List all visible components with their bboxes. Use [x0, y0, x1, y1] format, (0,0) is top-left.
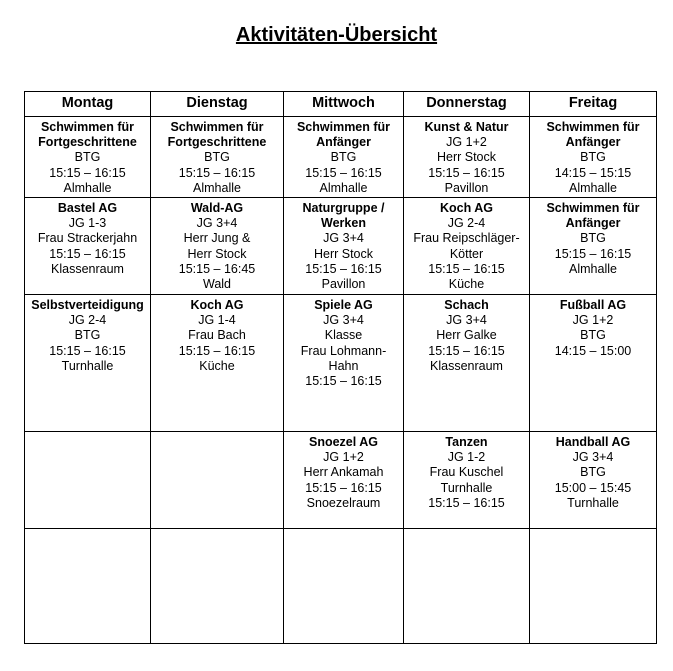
activity-title: Schwimmen für Anfänger	[546, 201, 640, 231]
activity-detail: Almhalle	[569, 261, 617, 276]
empty-cell	[25, 529, 151, 644]
day-header-donnerstag: Donnerstag	[404, 92, 530, 117]
day-header-montag: Montag	[25, 92, 151, 117]
activity-title: Schach	[444, 298, 489, 312]
activity-detail: Herr Jung &	[183, 231, 251, 246]
activity-detail: Kötter	[449, 246, 484, 261]
activity-cell	[530, 432, 657, 529]
schedule-row	[25, 198, 657, 295]
activity-detail: JG 1+2	[323, 450, 364, 465]
activity-detail: Küche	[199, 358, 235, 373]
activity-detail: 15:15 – 16:15	[178, 165, 256, 180]
activity-title: Naturgruppe / Werken	[302, 201, 385, 231]
activity-detail: Pavillon	[321, 277, 366, 292]
activity-detail: Klasse	[324, 328, 363, 343]
activity-cell	[404, 295, 530, 432]
activity-detail: BTG	[330, 150, 357, 165]
activity-detail: Pavillon	[444, 180, 489, 195]
activity-detail: Snoezelraum	[306, 495, 381, 510]
activity-detail: Klassenraum	[430, 358, 503, 373]
empty-cell	[25, 432, 151, 529]
schedule-table	[24, 91, 657, 644]
activity-detail: 15:15 – 16:15	[428, 343, 505, 358]
activity-detail: Küche	[448, 277, 485, 292]
activity-detail: 15:15 – 16:15	[49, 343, 126, 358]
activity-title: Spiele AG	[314, 298, 373, 312]
activity-detail: 15:15 – 16:15	[428, 495, 505, 510]
activity-detail: JG 1-3	[68, 216, 107, 231]
activity-cell	[530, 198, 657, 295]
activity-cell	[284, 117, 404, 198]
activity-detail: Turnhalle	[61, 358, 114, 373]
activity-cell	[284, 432, 404, 529]
activity-detail: 15:15 – 16:15	[428, 165, 505, 180]
activity-detail: BTG	[580, 328, 606, 343]
activity-detail: Frau Reipschläger-	[413, 231, 520, 246]
activity-title: Koch AG	[439, 201, 493, 215]
activity-cell	[284, 295, 404, 432]
page-title: Aktivitäten-Übersicht	[235, 24, 438, 46]
activity-title: Snoezel AG	[309, 435, 378, 449]
activity-title: Schwimmen für Fortgeschrittene	[167, 120, 267, 150]
activity-title: Wald-AG	[190, 201, 244, 215]
activity-cell	[284, 198, 404, 295]
activity-detail: BTG	[580, 231, 606, 246]
activity-detail: Herr Ankamah	[303, 465, 384, 480]
activity-detail: Frau Strackerjahn	[37, 231, 138, 246]
activity-cell	[25, 295, 151, 432]
activity-detail: 15:15 – 16:15	[305, 374, 382, 389]
activity-detail: JG 3+4	[323, 231, 364, 246]
activity-cell	[25, 117, 151, 198]
activity-title: Tanzen	[445, 435, 488, 449]
activity-detail: JG 1+2	[572, 313, 614, 328]
activity-title: Selbstverteidigung	[31, 298, 144, 312]
activity-title: Kunst & Natur	[424, 120, 509, 134]
activity-cell	[404, 198, 530, 295]
activity-detail: 14:15 – 15:15	[554, 165, 632, 180]
schedule-row	[25, 432, 657, 529]
activity-cell	[151, 117, 284, 198]
activity-detail: Almhalle	[569, 180, 617, 195]
header-row	[25, 92, 657, 117]
day-header-mittwoch: Mittwoch	[284, 92, 404, 117]
activity-detail: BTG	[74, 150, 101, 165]
activity-detail: BTG	[74, 328, 101, 343]
activity-detail: JG 3+4	[446, 313, 487, 328]
activity-detail: Hahn	[328, 358, 359, 373]
activity-title: Koch AG	[190, 298, 244, 312]
empty-cell	[530, 529, 657, 644]
activity-detail: Herr Galke	[436, 328, 497, 343]
activity-detail: Almhalle	[319, 180, 368, 195]
activity-detail: Herr Stock	[187, 246, 247, 261]
activity-detail: JG 1-4	[198, 313, 236, 328]
activity-detail: Klassenraum	[51, 261, 124, 276]
day-header-freitag: Freitag	[530, 92, 657, 117]
activity-detail: BTG	[580, 465, 606, 480]
activity-detail: JG 3+4	[572, 450, 614, 465]
schedule-row	[25, 529, 657, 644]
activity-detail: BTG	[204, 150, 230, 165]
activity-detail: 15:15 – 16:15	[178, 343, 256, 358]
activity-detail: JG 3+4	[323, 313, 364, 328]
activity-detail: 15:15 – 16:15	[49, 165, 126, 180]
activity-title: Handball AG	[555, 435, 631, 449]
activity-cell	[151, 295, 284, 432]
activity-detail: Wald	[202, 277, 231, 292]
activity-detail: 14:15 – 15:00	[554, 343, 632, 358]
activity-detail: Turnhalle	[440, 480, 493, 495]
activity-detail: Frau Kuschel	[429, 465, 504, 480]
activity-detail: JG 1-2	[447, 450, 486, 465]
activity-detail: Frau Bach	[188, 328, 246, 343]
activity-detail: JG 2-4	[68, 313, 107, 328]
activity-detail: JG 3+4	[196, 216, 238, 231]
empty-cell	[151, 529, 284, 644]
activity-cell	[25, 198, 151, 295]
activity-detail: JG 2-4	[447, 216, 486, 231]
activity-detail: Almhalle	[63, 180, 112, 195]
activity-cell	[530, 295, 657, 432]
activity-detail: 15:15 – 16:15	[305, 165, 382, 180]
activity-detail: 15:15 – 16:15	[49, 246, 126, 261]
activity-detail: Frau Lohmann-	[300, 343, 387, 358]
day-header-dienstag: Dienstag	[151, 92, 284, 117]
activity-detail: Herr Stock	[313, 246, 374, 261]
activity-detail: 15:15 – 16:45	[178, 261, 256, 276]
activity-detail: 15:15 – 16:15	[305, 261, 382, 276]
activity-detail: Almhalle	[193, 180, 241, 195]
schedule-row	[25, 117, 657, 198]
activity-title: Schwimmen für Anfänger	[546, 120, 640, 150]
activity-cell	[404, 117, 530, 198]
activity-detail: Herr Stock	[436, 150, 497, 165]
activity-title: Schwimmen für Anfänger	[296, 120, 391, 150]
empty-cell	[404, 529, 530, 644]
activity-cell	[404, 432, 530, 529]
empty-cell	[151, 432, 284, 529]
activity-detail: Turnhalle	[567, 495, 619, 510]
activity-cell	[151, 198, 284, 295]
activity-detail: BTG	[580, 150, 606, 165]
activity-title: Schwimmen für Fortgeschrittene	[38, 120, 137, 150]
activity-detail: JG 1+2	[446, 135, 487, 150]
activity-detail: 15:00 – 15:45	[554, 480, 632, 495]
schedule-row	[25, 295, 657, 432]
activity-detail: 15:15 – 16:15	[305, 480, 382, 495]
empty-cell	[284, 529, 404, 644]
activity-title: Bastel AG	[57, 201, 118, 215]
activity-title: Fußball AG	[559, 298, 627, 312]
activity-detail: 15:15 – 16:15	[428, 261, 505, 276]
activity-cell	[530, 117, 657, 198]
activity-detail: 15:15 – 16:15	[554, 246, 632, 261]
